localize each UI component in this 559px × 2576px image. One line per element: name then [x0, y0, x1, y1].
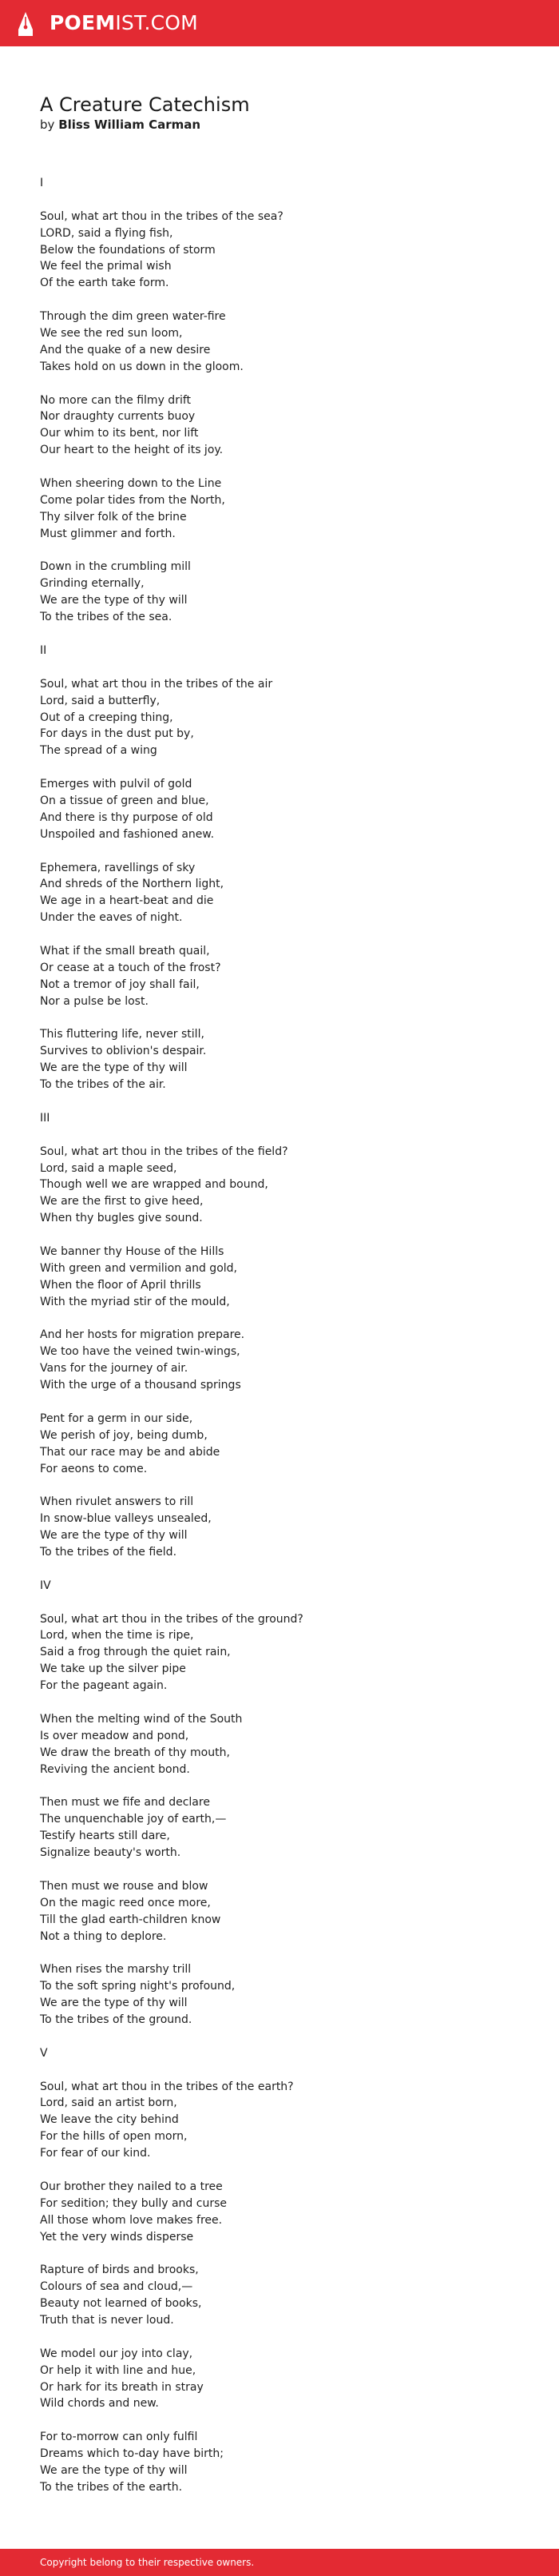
stanza-break — [40, 192, 303, 209]
poem-line: For to-morrow can only fulfil — [40, 2431, 198, 2444]
poem-line: Then must we fife and declare — [40, 1796, 210, 1810]
poem-line: We are the type of thy will — [40, 1061, 188, 1075]
poem-line: Not a thing to deplore. — [40, 1929, 167, 1943]
poem-line: We perish of joy, being dumb, — [40, 1428, 208, 1442]
poem-line: Unspoiled and fashioned anew. — [40, 827, 215, 841]
poem-line: Wild chords and new. — [40, 2397, 159, 2411]
poem-line: Beauty not learned of books, — [40, 2297, 202, 2311]
site-header — [0, 0, 559, 46]
site-logo[interactable] — [50, 12, 198, 34]
stanza — [40, 1411, 303, 1478]
stanza-break — [40, 759, 303, 776]
poem-line: When the melting wind of the South — [40, 1712, 243, 1726]
poem-line: To the tribes of the earth. — [40, 2480, 183, 2494]
poem-line: Nor draughty currents buoy — [40, 410, 196, 424]
poem-line: I — [40, 177, 44, 189]
stanza-break — [40, 2412, 303, 2429]
stanza-break — [40, 626, 303, 643]
poem-line: Lord, said a maple seed, — [40, 1161, 177, 1175]
poem-line: With the myriad stir of the mould, — [40, 1295, 230, 1308]
poem-line: Or help it with line and hue, — [40, 2363, 196, 2377]
poem-line: Thy silver folk of the brine — [40, 510, 187, 524]
stanza-break — [40, 376, 303, 392]
poem-line: Come polar tides from the North, — [40, 493, 225, 507]
stanza-break — [40, 1694, 303, 1711]
poem-line: Yet the very winds disperse — [40, 2230, 194, 2244]
poem-line: We banner thy House of the Hills — [40, 1245, 224, 1258]
poem-line: Ephemera, ravellings of sky — [40, 861, 196, 874]
poem-line: We model our joy into clay, — [40, 2347, 193, 2360]
poem-line: To the tribes of the field. — [40, 1546, 177, 1559]
stanza — [40, 2346, 303, 2413]
poem-line: Our whim to its bent, nor lift — [40, 427, 199, 440]
poem-line: Reviving the ancient bond. — [40, 1762, 190, 1776]
stanza — [40, 676, 303, 759]
logo-bold-text: POEM — [50, 11, 116, 34]
stanza-break — [40, 1127, 303, 1144]
poem-line: Colours of sea and cloud,— — [40, 2280, 193, 2294]
poem-line: We age in a heart-beat and die — [40, 894, 214, 908]
poem-line: On a tissue of green and blue, — [40, 794, 209, 807]
stanza — [40, 309, 303, 376]
poem-line: Soul, what art thou in the tribes of the field? — [40, 1145, 288, 1158]
poem-line: For aeons to come. — [40, 1462, 148, 1475]
stanza-break — [40, 1778, 303, 1795]
poem-line: Soul, what art thou in the tribes of the ground? — [40, 1612, 303, 1626]
byline-prefix: by — [40, 117, 55, 132]
stanza-break — [40, 1227, 303, 1244]
section-numeral — [40, 1578, 303, 1595]
author-link[interactable]: Bliss William Carman — [58, 117, 201, 132]
stanza — [40, 2429, 303, 2496]
poem-line: Vans for the journey of air. — [40, 1362, 188, 1376]
stanza — [40, 2262, 303, 2329]
stanza-break — [40, 2062, 303, 2079]
stanza-break — [40, 543, 303, 559]
poem-line: And the quake of a new desire — [40, 343, 211, 356]
section-numeral — [40, 643, 303, 659]
stanza-break — [40, 926, 303, 943]
poem-line: Lord, said an artist born, — [40, 2096, 177, 2110]
stanza — [40, 2079, 303, 2162]
stanza-break — [40, 1477, 303, 1494]
poem-line: When rises the marshy trill — [40, 1963, 192, 1977]
stanza-break — [40, 2329, 303, 2346]
poem-line: For the pageant again. — [40, 1679, 168, 1693]
poem-line: To the tribes of the air. — [40, 1078, 166, 1092]
poem-line: We feel the primal wish — [40, 260, 172, 273]
poem-line: Said a frog through the quiet rain, — [40, 1646, 231, 1659]
poem-line: To the tribes of the ground. — [40, 2013, 192, 2026]
stanza-break — [40, 2162, 303, 2179]
poem-line: V — [40, 2046, 48, 2060]
poem-line: For sedition; they bully and curse — [40, 2196, 228, 2210]
poem-line: Lord, said a butterfly, — [40, 694, 161, 707]
poem-line: Under the eaves of night. — [40, 911, 183, 925]
stanza — [40, 1961, 303, 2029]
stanza — [40, 1494, 303, 1561]
poem-line: And there is thy purpose of old — [40, 810, 213, 824]
poem-line: For days in the dust put by, — [40, 727, 194, 741]
poem-line: Not a tremor of joy shall fail, — [40, 977, 200, 991]
stanza — [40, 776, 303, 843]
poem-line: What if the small breath quail, — [40, 944, 210, 958]
poem-line: Soul, what art thou in the tribes of the sea? — [40, 209, 283, 223]
poem-line: Truth that is never loud. — [40, 2314, 174, 2327]
poem-line: All those whom love makes free. — [40, 2213, 223, 2227]
stanza — [40, 943, 303, 1010]
poem-title: A Creature Catechism — [40, 94, 250, 116]
copyright-text: Copyright belong to their respective owners. — [40, 2557, 255, 2568]
stanza-break — [40, 1945, 303, 1961]
poem-line: Till the glad earth-children know — [40, 1913, 221, 1926]
stanza — [40, 1611, 303, 1694]
stanza-break — [40, 1861, 303, 1878]
poem-line: We are the first to give heed, — [40, 1195, 204, 1208]
poem-line: For the hills of open morn, — [40, 2130, 188, 2144]
poem-line: Of the earth take form. — [40, 277, 169, 290]
poem-line: Signalize beauty's worth. — [40, 1846, 181, 1860]
poem-line: Or cease at a touch of the frost? — [40, 961, 221, 974]
poem-line: Below the foundations of storm — [40, 243, 216, 257]
logo-rest-text: IST.COM — [115, 11, 198, 34]
stanza-break — [40, 292, 303, 309]
poem-line: We are the type of thy will — [40, 1997, 188, 2010]
stanza — [40, 209, 303, 292]
poem-line: We see the red sun loom, — [40, 327, 183, 340]
stanza — [40, 1026, 303, 1093]
poem-line: Emerges with pulvil of gold — [40, 778, 192, 791]
stanza — [40, 1244, 303, 1311]
poem-line: II — [40, 643, 47, 657]
poem-line: Then must we rouse and blow — [40, 1879, 208, 1893]
stanza — [40, 476, 303, 543]
stanza — [40, 1878, 303, 1945]
poem-line: When sheering down to the Line — [40, 477, 222, 491]
poem-line: The unquenchable joy of earth,— — [40, 1813, 227, 1826]
poem-line: This fluttering life, never still, — [40, 1028, 204, 1041]
poem-line: We draw the breath of thy mouth, — [40, 1746, 230, 1759]
poem-line: For fear of our kind. — [40, 2147, 151, 2160]
stanza-break — [40, 1010, 303, 1027]
poem-line: Must glimmer and forth. — [40, 527, 176, 540]
poem-line: No more can the filmy drift — [40, 393, 192, 407]
stanza-break — [40, 1093, 303, 1110]
poem-line: III — [40, 1111, 50, 1125]
poem-line: Out of a creeping thing, — [40, 711, 173, 724]
poem-line: Nor a pulse be lost. — [40, 994, 149, 1008]
stanza — [40, 1327, 303, 1394]
poem-line: In snow-blue valleys unsealed, — [40, 1512, 212, 1526]
stanza-break — [40, 843, 303, 860]
poem-line: LORD, said a flying fish, — [40, 226, 173, 240]
poem-line: We take up the silver pipe — [40, 1662, 186, 1676]
byline — [40, 117, 200, 133]
poem-line: And her hosts for migration prepare. — [40, 1328, 245, 1342]
poem-line: We are the type of thy will — [40, 1529, 188, 1543]
section-numeral — [40, 175, 303, 192]
poem-line: On the magic reed once more, — [40, 1896, 211, 1909]
poem-line: Soul, what art thou in the tribes of the air — [40, 677, 273, 691]
stanza-break — [40, 1561, 303, 1578]
poem-line: That our race may be and abide — [40, 1445, 220, 1459]
pen-nib-icon[interactable] — [18, 10, 34, 38]
stanza — [40, 1711, 303, 1778]
poem-line: Lord, when the time is ripe, — [40, 1629, 194, 1642]
poem-line: Through the dim green water-fire — [40, 310, 226, 324]
stanza-break — [40, 1311, 303, 1328]
stanza — [40, 392, 303, 460]
section-numeral — [40, 2045, 303, 2062]
poem-line: Soul, what art thou in the tribes of the earth? — [40, 2080, 294, 2093]
poem-line: When the floor of April thrills — [40, 1278, 201, 1292]
poem-line: When rivulet answers to rill — [40, 1495, 194, 1509]
stanza-break — [40, 2029, 303, 2045]
poem-line: Or hark for its breath in stray — [40, 2380, 204, 2394]
poem-line: Survives to oblivion's despair. — [40, 1045, 207, 1058]
poem-line: Our heart to the height of its joy. — [40, 444, 224, 457]
stanza — [40, 860, 303, 927]
poem-line: To the soft spring night's profound, — [40, 1980, 236, 1993]
poem-line: Testify hearts still dare, — [40, 1829, 170, 1843]
poem-line: We are the type of thy will — [40, 594, 188, 607]
poem-line: With green and vermilion and gold, — [40, 1261, 237, 1275]
poem-line: Dreams which to-day have birth; — [40, 2447, 224, 2461]
stanza-break — [40, 1394, 303, 1411]
stanza-break — [40, 459, 303, 476]
stanza — [40, 1794, 303, 1861]
poem-line: Though well we are wrapped and bound, — [40, 1178, 268, 1192]
stanza — [40, 559, 303, 626]
poem-line: Our brother they nailed to a tree — [40, 2180, 223, 2193]
poem-line: Rapture of birds and brooks, — [40, 2263, 199, 2277]
section-numeral — [40, 1110, 303, 1127]
poem-line: Grinding eternally, — [40, 577, 145, 591]
poem-body — [40, 175, 303, 2496]
poem-line: IV — [40, 1579, 51, 1592]
poem-line: Down in the crumbling mill — [40, 560, 191, 574]
stanza-break — [40, 2245, 303, 2262]
poem-line: We are the type of thy will — [40, 2464, 188, 2478]
poem-line: And shreds of the Northern light, — [40, 878, 224, 891]
stanza — [40, 2179, 303, 2246]
poem-line: With the urge of a thousand springs — [40, 1379, 241, 1392]
stanza-break — [40, 659, 303, 676]
poem-line: Takes hold on us down in the gloom. — [40, 360, 244, 373]
poem-line: To the tribes of the sea. — [40, 611, 172, 624]
site-footer — [0, 2549, 559, 2576]
stanza-break — [40, 1595, 303, 1611]
poem-line: The spread of a wing — [40, 744, 157, 758]
poem-line: We leave the city behind — [40, 2113, 179, 2127]
stanza — [40, 1144, 303, 1227]
poem-line: We too have the veined twin-wings, — [40, 1345, 240, 1359]
poem-line: Pent for a germ in our side, — [40, 1411, 193, 1425]
poem-line: When thy bugles give sound. — [40, 1212, 203, 1225]
poem-line: Is over meadow and pond, — [40, 1729, 189, 1742]
